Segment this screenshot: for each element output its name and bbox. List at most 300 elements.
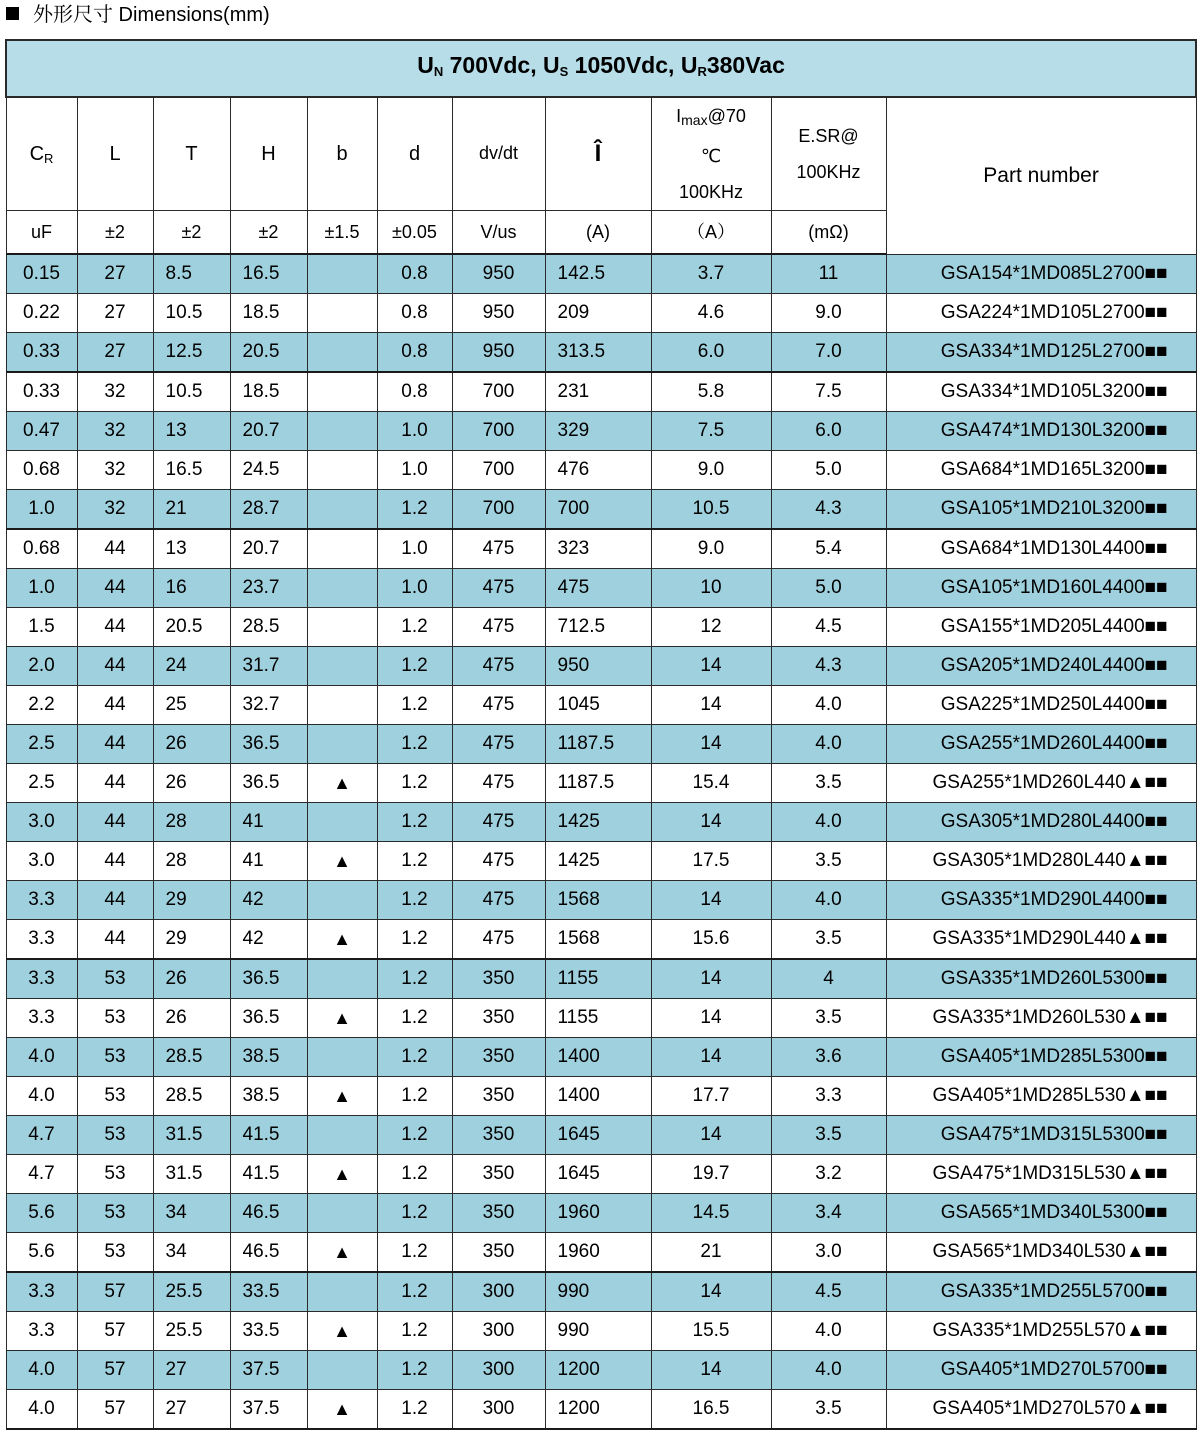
cell-t: 25 <box>153 686 230 725</box>
rating-banner: $U_N$ 700Vdc, $U_S$ 1050Vdc, $U_R380Vac$ <box>6 40 1196 97</box>
table-row <box>6 1077 1196 1116</box>
cell-l: 53 <box>77 1233 153 1273</box>
cell-ipk: 1645 <box>545 1116 651 1155</box>
cell-esr: 7.5 <box>771 372 886 412</box>
cell-cr: 4.7 <box>6 1155 77 1194</box>
cell-t: 16.5 <box>153 451 230 490</box>
header-t: T <box>153 97 230 211</box>
cell-dvdt: 950 <box>452 294 545 333</box>
cell-esr: 3.0 <box>771 1233 886 1273</box>
cell-pn: GSA155*1MD205L4400■■ <box>886 608 1196 647</box>
cell-dvdt: 350 <box>452 959 545 999</box>
unit-cell: V/us <box>452 211 545 255</box>
cell-t: 34 <box>153 1194 230 1233</box>
cell-d: 1.2 <box>377 686 452 725</box>
cell-b <box>307 1194 377 1233</box>
cell-h: 18.5 <box>230 372 307 412</box>
cell-imax: 7.5 <box>651 412 771 451</box>
header-ipeak: Î <box>545 97 651 211</box>
header-dvdt: dv/dt <box>452 97 545 211</box>
cell-esr: 3.4 <box>771 1194 886 1233</box>
square-bullet-icon <box>6 7 19 20</box>
cell-pn: GSA334*1MD105L3200■■ <box>886 372 1196 412</box>
table-body <box>6 254 1196 1429</box>
cell-imax: 14 <box>651 725 771 764</box>
cell-l: 57 <box>77 1272 153 1312</box>
cell-ipk: 1200 <box>545 1390 651 1430</box>
cell-pn: GSA565*1MD340L530▲■■ <box>886 1233 1196 1273</box>
table-row <box>6 372 1196 412</box>
cell-t: 25.5 <box>153 1272 230 1312</box>
cell-pn: GSA154*1MD085L2700■■ <box>886 254 1196 294</box>
cell-b <box>307 1116 377 1155</box>
cell-dvdt: 350 <box>452 1038 545 1077</box>
cell-pn: GSA405*1MD285L530▲■■ <box>886 1077 1196 1116</box>
cell-cr: 4.0 <box>6 1351 77 1390</box>
cell-ipk: 476 <box>545 451 651 490</box>
cell-l: 32 <box>77 490 153 530</box>
cell-ipk: 990 <box>545 1312 651 1351</box>
cell-l: 57 <box>77 1312 153 1351</box>
cell-pn: GSA405*1MD270L5700■■ <box>886 1351 1196 1390</box>
cell-cr: 4.7 <box>6 1116 77 1155</box>
cell-ipk: 1400 <box>545 1038 651 1077</box>
section-title-text: 外形尺寸 Dimensions(mm) <box>33 4 270 26</box>
cell-pn: GSA205*1MD240L4400■■ <box>886 647 1196 686</box>
cell-ipk: 1425 <box>545 803 651 842</box>
cell-d: 1.2 <box>377 803 452 842</box>
cell-dvdt: 475 <box>452 569 545 608</box>
cell-b <box>307 803 377 842</box>
cell-dvdt: 300 <box>452 1390 545 1430</box>
table-row <box>6 490 1196 530</box>
cell-b: ▲ <box>307 999 377 1038</box>
table-row <box>6 999 1196 1038</box>
cell-imax: 14 <box>651 686 771 725</box>
cell-imax: 10.5 <box>651 490 771 530</box>
table-row <box>6 333 1196 373</box>
cell-h: 33.5 <box>230 1312 307 1351</box>
cell-h: 38.5 <box>230 1038 307 1077</box>
table-row <box>6 1390 1196 1430</box>
header-esr: E.SR@ 100KHz <box>771 97 886 211</box>
cell-esr: 4.0 <box>771 1312 886 1351</box>
cell-ipk: 1960 <box>545 1194 651 1233</box>
cell-imax: 21 <box>651 1233 771 1273</box>
cell-pn: GSA335*1MD260L530▲■■ <box>886 999 1196 1038</box>
cell-esr: 4 <box>771 959 886 999</box>
cell-pn: GSA335*1MD290L4400■■ <box>886 881 1196 920</box>
cell-pn: GSA334*1MD125L2700■■ <box>886 333 1196 373</box>
cell-t: 13 <box>153 529 230 569</box>
cell-t: 31.5 <box>153 1155 230 1194</box>
cell-dvdt: 475 <box>452 764 545 803</box>
cell-imax: 15.6 <box>651 920 771 960</box>
cell-dvdt: 475 <box>452 725 545 764</box>
cell-t: 34 <box>153 1233 230 1273</box>
cell-cr: 0.22 <box>6 294 77 333</box>
cell-cr: 1.0 <box>6 490 77 530</box>
cell-ipk: 323 <box>545 529 651 569</box>
cell-ipk: 475 <box>545 569 651 608</box>
cell-h: 20.7 <box>230 529 307 569</box>
cell-d: 1.2 <box>377 1351 452 1390</box>
cell-ipk: 950 <box>545 647 651 686</box>
cell-t: 24 <box>153 647 230 686</box>
cell-pn: GSA475*1MD315L530▲■■ <box>886 1155 1196 1194</box>
cell-l: 44 <box>77 529 153 569</box>
cell-d: 1.2 <box>377 490 452 530</box>
table-row <box>6 1038 1196 1077</box>
cell-l: 44 <box>77 764 153 803</box>
cell-l: 44 <box>77 881 153 920</box>
cell-imax: 14 <box>651 999 771 1038</box>
header-imax: $I_{max}@70$ ℃ 100KHz <box>651 97 771 211</box>
cell-h: 20.7 <box>230 412 307 451</box>
cell-d: 1.2 <box>377 1194 452 1233</box>
cell-cr: 0.68 <box>6 529 77 569</box>
cell-d: 1.2 <box>377 1116 452 1155</box>
cell-pn: GSA335*1MD260L5300■■ <box>886 959 1196 999</box>
cell-t: 16 <box>153 569 230 608</box>
cell-d: 1.2 <box>377 1077 452 1116</box>
cell-b: ▲ <box>307 1155 377 1194</box>
cell-h: 38.5 <box>230 1077 307 1116</box>
cell-imax: 10 <box>651 569 771 608</box>
cell-pn: GSA335*1MD255L5700■■ <box>886 1272 1196 1312</box>
cell-esr: 3.3 <box>771 1077 886 1116</box>
cell-b: ▲ <box>307 764 377 803</box>
cell-t: 26 <box>153 764 230 803</box>
table-row <box>6 959 1196 999</box>
table-row <box>6 294 1196 333</box>
cell-h: 41.5 <box>230 1155 307 1194</box>
cell-esr: 3.5 <box>771 764 886 803</box>
cell-esr: 3.6 <box>771 1038 886 1077</box>
cell-pn: GSA105*1MD210L3200■■ <box>886 490 1196 530</box>
cell-imax: 14 <box>651 1272 771 1312</box>
cell-imax: 6.0 <box>651 333 771 373</box>
cell-cr: 5.6 <box>6 1233 77 1273</box>
cell-b <box>307 490 377 530</box>
cell-dvdt: 350 <box>452 999 545 1038</box>
cell-l: 44 <box>77 725 153 764</box>
cell-l: 32 <box>77 451 153 490</box>
cell-cr: 0.68 <box>6 451 77 490</box>
cell-pn: GSA335*1MD255L570▲■■ <box>886 1312 1196 1351</box>
cell-pn: GSA474*1MD130L3200■■ <box>886 412 1196 451</box>
cell-dvdt: 350 <box>452 1077 545 1116</box>
table-row <box>6 1233 1196 1273</box>
cell-t: 28 <box>153 803 230 842</box>
unit-cell: uF <box>6 211 77 255</box>
cell-t: 10.5 <box>153 372 230 412</box>
cell-esr: 3.5 <box>771 920 886 960</box>
cell-pn: GSA405*1MD285L5300■■ <box>886 1038 1196 1077</box>
cell-d: 1.2 <box>377 608 452 647</box>
cell-b: ▲ <box>307 920 377 960</box>
cell-t: 21 <box>153 490 230 530</box>
cell-imax: 4.6 <box>651 294 771 333</box>
cell-esr: 11 <box>771 254 886 294</box>
cell-t: 27 <box>153 1390 230 1430</box>
cell-dvdt: 700 <box>452 372 545 412</box>
cell-esr: 7.0 <box>771 333 886 373</box>
header-cr: $C_R$ <box>6 97 77 211</box>
cell-ipk: 329 <box>545 412 651 451</box>
cell-cr: 3.3 <box>6 881 77 920</box>
cell-l: 44 <box>77 686 153 725</box>
section-title <box>6 2 270 28</box>
cell-t: 13 <box>153 412 230 451</box>
cell-h: 46.5 <box>230 1194 307 1233</box>
cell-dvdt: 950 <box>452 333 545 373</box>
cell-imax: 9.0 <box>651 529 771 569</box>
cell-dvdt: 300 <box>452 1312 545 1351</box>
cell-b <box>307 1272 377 1312</box>
cell-l: 32 <box>77 372 153 412</box>
cell-cr: 4.0 <box>6 1390 77 1430</box>
cell-imax: 5.8 <box>651 372 771 412</box>
cell-l: 53 <box>77 1077 153 1116</box>
cell-ipk: 209 <box>545 294 651 333</box>
unit-cell: ±2 <box>77 211 153 255</box>
table-row <box>6 529 1196 569</box>
cell-t: 31.5 <box>153 1116 230 1155</box>
cell-t: 26 <box>153 999 230 1038</box>
cell-dvdt: 350 <box>452 1194 545 1233</box>
cell-h: 31.7 <box>230 647 307 686</box>
cell-dvdt: 350 <box>452 1116 545 1155</box>
cell-pn: GSA305*1MD280L440▲■■ <box>886 842 1196 881</box>
cell-h: 32.7 <box>230 686 307 725</box>
cell-b <box>307 959 377 999</box>
cell-imax: 14 <box>651 1038 771 1077</box>
cell-dvdt: 475 <box>452 608 545 647</box>
cell-b <box>307 881 377 920</box>
cell-esr: 4.3 <box>771 647 886 686</box>
cell-ipk: 1645 <box>545 1155 651 1194</box>
cell-t: 26 <box>153 959 230 999</box>
cell-cr: 4.0 <box>6 1077 77 1116</box>
cell-b: ▲ <box>307 1077 377 1116</box>
table-row <box>6 725 1196 764</box>
cell-esr: 6.0 <box>771 412 886 451</box>
unit-cell: （A） <box>651 211 771 255</box>
cell-d: 1.2 <box>377 842 452 881</box>
cell-imax: 17.5 <box>651 842 771 881</box>
cell-ipk: 712.5 <box>545 608 651 647</box>
cell-b <box>307 333 377 373</box>
cell-cr: 1.5 <box>6 608 77 647</box>
cell-h: 16.5 <box>230 254 307 294</box>
cell-t: 20.5 <box>153 608 230 647</box>
cell-ipk: 700 <box>545 490 651 530</box>
cell-dvdt: 350 <box>452 1233 545 1273</box>
cell-cr: 3.0 <box>6 803 77 842</box>
cell-b <box>307 254 377 294</box>
cell-h: 20.5 <box>230 333 307 373</box>
table-row <box>6 1155 1196 1194</box>
cell-t: 29 <box>153 881 230 920</box>
cell-cr: 3.3 <box>6 920 77 960</box>
cell-ipk: 231 <box>545 372 651 412</box>
cell-ipk: 1200 <box>545 1351 651 1390</box>
rating-banner-row <box>6 40 1196 97</box>
cell-l: 53 <box>77 959 153 999</box>
dimensions-table <box>5 39 1197 1430</box>
cell-dvdt: 475 <box>452 686 545 725</box>
cell-b <box>307 725 377 764</box>
cell-esr: 4.5 <box>771 608 886 647</box>
cell-pn: GSA105*1MD160L4400■■ <box>886 569 1196 608</box>
unit-cell: ±2 <box>230 211 307 255</box>
unit-cell: ±1.5 <box>307 211 377 255</box>
cell-b: ▲ <box>307 1312 377 1351</box>
cell-d: 1.2 <box>377 764 452 803</box>
cell-imax: 17.7 <box>651 1077 771 1116</box>
table-row <box>6 842 1196 881</box>
cell-cr: 2.0 <box>6 647 77 686</box>
cell-cr: 0.47 <box>6 412 77 451</box>
header-l: L <box>77 97 153 211</box>
cell-d: 1.2 <box>377 881 452 920</box>
cell-esr: 3.5 <box>771 1116 886 1155</box>
cell-l: 32 <box>77 412 153 451</box>
cell-l: 44 <box>77 920 153 960</box>
cell-imax: 14 <box>651 1116 771 1155</box>
cell-cr: 3.3 <box>6 999 77 1038</box>
cell-dvdt: 475 <box>452 529 545 569</box>
cell-d: 1.2 <box>377 725 452 764</box>
cell-esr: 5.0 <box>771 451 886 490</box>
cell-dvdt: 300 <box>452 1272 545 1312</box>
cell-ipk: 1155 <box>545 959 651 999</box>
cell-ipk: 1568 <box>545 920 651 960</box>
cell-esr: 3.5 <box>771 842 886 881</box>
cell-cr: 5.6 <box>6 1194 77 1233</box>
unit-cell: ±2 <box>153 211 230 255</box>
cell-esr: 4.0 <box>771 1351 886 1390</box>
table-row <box>6 608 1196 647</box>
cell-imax: 15.5 <box>651 1312 771 1351</box>
cell-d: 1.0 <box>377 529 452 569</box>
cell-cr: 3.0 <box>6 842 77 881</box>
cell-esr: 4.5 <box>771 1272 886 1312</box>
cell-cr: 3.3 <box>6 1272 77 1312</box>
cell-l: 57 <box>77 1390 153 1430</box>
cell-cr: 1.0 <box>6 569 77 608</box>
table-row <box>6 803 1196 842</box>
unit-cell: (A) <box>545 211 651 255</box>
cell-dvdt: 300 <box>452 1351 545 1390</box>
table-row <box>6 1116 1196 1155</box>
cell-l: 44 <box>77 569 153 608</box>
cell-d: 1.0 <box>377 451 452 490</box>
cell-d: 1.2 <box>377 647 452 686</box>
cell-cr: 2.5 <box>6 764 77 803</box>
cell-esr: 4.0 <box>771 803 886 842</box>
cell-imax: 15.4 <box>651 764 771 803</box>
cell-b <box>307 686 377 725</box>
cell-cr: 3.3 <box>6 959 77 999</box>
cell-pn: GSA565*1MD340L5300■■ <box>886 1194 1196 1233</box>
cell-cr: 2.2 <box>6 686 77 725</box>
cell-h: 37.5 <box>230 1390 307 1430</box>
cell-l: 57 <box>77 1351 153 1390</box>
cell-b <box>307 372 377 412</box>
cell-dvdt: 475 <box>452 881 545 920</box>
cell-imax: 14 <box>651 881 771 920</box>
cell-l: 53 <box>77 1155 153 1194</box>
cell-cr: 0.15 <box>6 254 77 294</box>
cell-d: 1.2 <box>377 1038 452 1077</box>
cell-h: 28.7 <box>230 490 307 530</box>
cell-b <box>307 647 377 686</box>
cell-ipk: 1155 <box>545 999 651 1038</box>
cell-l: 44 <box>77 842 153 881</box>
cell-t: 25.5 <box>153 1312 230 1351</box>
cell-d: 1.2 <box>377 1233 452 1273</box>
table-row <box>6 569 1196 608</box>
cell-b <box>307 569 377 608</box>
cell-b <box>307 608 377 647</box>
cell-esr: 3.5 <box>771 1390 886 1430</box>
cell-imax: 9.0 <box>651 451 771 490</box>
cell-cr: 0.33 <box>6 333 77 373</box>
table-row <box>6 686 1196 725</box>
cell-h: 41.5 <box>230 1116 307 1155</box>
cell-h: 24.5 <box>230 451 307 490</box>
cell-esr: 3.5 <box>771 999 886 1038</box>
cell-dvdt: 350 <box>452 1155 545 1194</box>
cell-imax: 19.7 <box>651 1155 771 1194</box>
cell-h: 18.5 <box>230 294 307 333</box>
cell-imax: 14 <box>651 1351 771 1390</box>
cell-t: 28.5 <box>153 1077 230 1116</box>
table-row <box>6 1351 1196 1390</box>
cell-t: 8.5 <box>153 254 230 294</box>
cell-imax: 14 <box>651 959 771 999</box>
cell-dvdt: 950 <box>452 254 545 294</box>
cell-imax: 14 <box>651 803 771 842</box>
cell-imax: 3.7 <box>651 254 771 294</box>
table-row <box>6 1194 1196 1233</box>
cell-h: 42 <box>230 920 307 960</box>
cell-h: 33.5 <box>230 1272 307 1312</box>
cell-esr: 4.0 <box>771 686 886 725</box>
cell-ipk: 1425 <box>545 842 651 881</box>
cell-h: 36.5 <box>230 999 307 1038</box>
cell-l: 44 <box>77 647 153 686</box>
cell-l: 44 <box>77 803 153 842</box>
cell-imax: 14.5 <box>651 1194 771 1233</box>
table-row <box>6 647 1196 686</box>
cell-t: 27 <box>153 1351 230 1390</box>
unit-cell: ±0.05 <box>377 211 452 255</box>
table-row <box>6 920 1196 960</box>
cell-h: 41 <box>230 803 307 842</box>
cell-t: 29 <box>153 920 230 960</box>
cell-pn: GSA475*1MD315L5300■■ <box>886 1116 1196 1155</box>
cell-d: 0.8 <box>377 294 452 333</box>
table-row <box>6 1272 1196 1312</box>
table-row <box>6 451 1196 490</box>
cell-pn: GSA224*1MD105L2700■■ <box>886 294 1196 333</box>
cell-h: 37.5 <box>230 1351 307 1390</box>
cell-b <box>307 412 377 451</box>
table-row <box>6 412 1196 451</box>
